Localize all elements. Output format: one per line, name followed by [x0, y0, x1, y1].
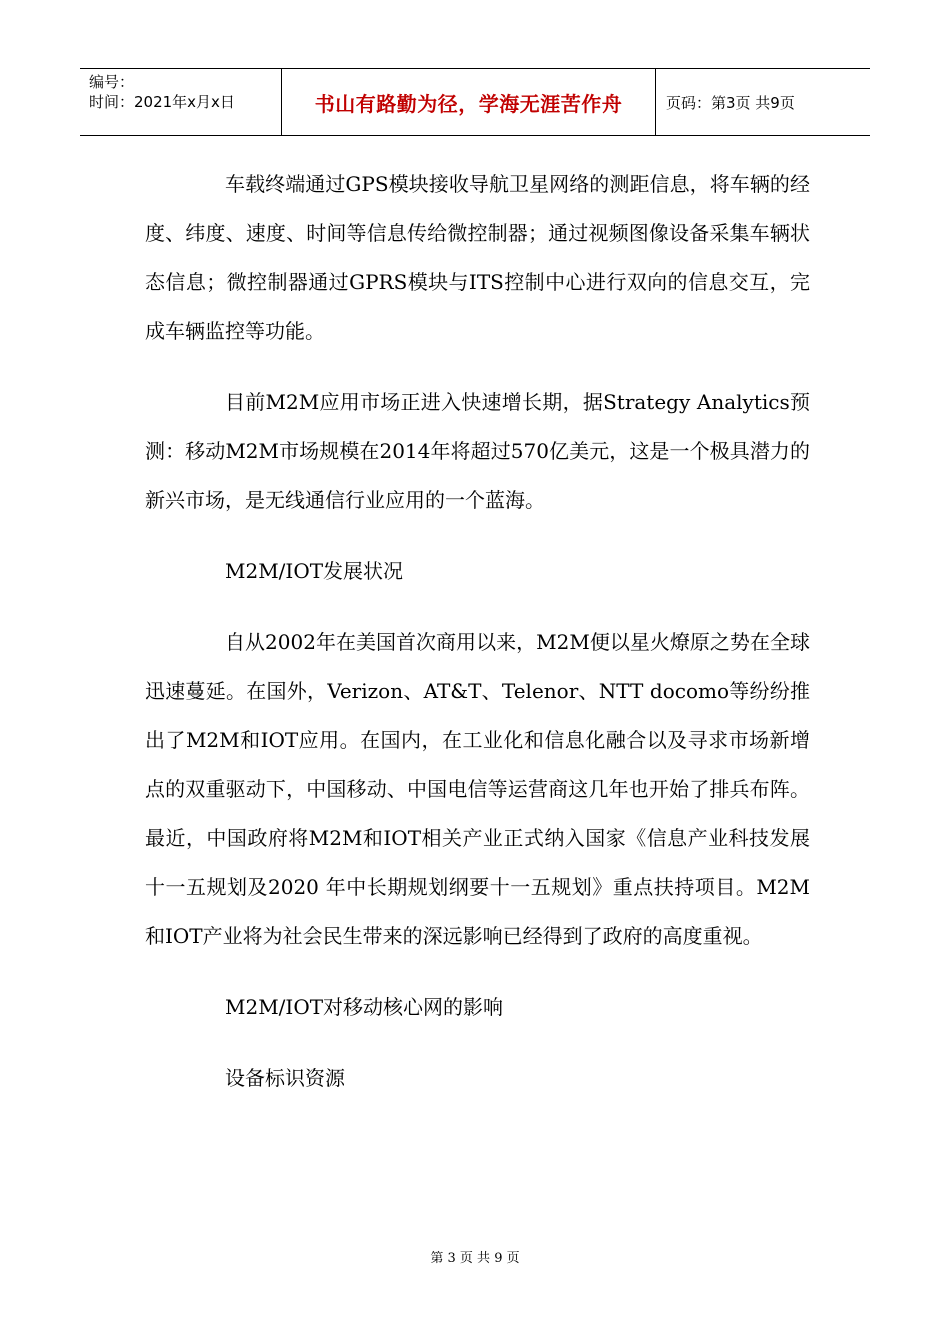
page-footer: 第 3 页 共 9 页 — [430, 1251, 520, 1266]
paragraph-vehicle-terminal: 车载终端通过GPS模块接收导航卫星网络的测距信息，将车辆的经度、纬度、速度、时间等信息传给微控制器；通过视频图像设备采集车辆状态信息；微控制器通过GPRS模块与ITS控制中心进行双向的信息交互，完成车辆监控等功能。 — [145, 172, 810, 343]
header-motto: 书山有路勤为径，学海无涯苦作舟 — [282, 69, 656, 135]
paragraph-market-forecast: 目前M2M应用市场正进入快速增长期，据Strategy Analytics预测：移动M2M市场规模在2014年将超过570亿美元，这是一个极具潜力的新兴市场，是无线通信行业应用的一个蓝海。 — [145, 390, 810, 512]
subsection-heading-device-id: 设备标识资源 — [225, 1066, 345, 1090]
document-number-label: 编号： — [89, 73, 135, 91]
header-meta — [80, 69, 282, 135]
page-header — [80, 68, 870, 136]
section-heading-core-network: M2M/IOT对移动核心网的影响 — [225, 995, 504, 1019]
header-page-info: 页码：第3页 共9页 — [666, 93, 795, 112]
document-date: 时间：2021年x月x日 — [89, 93, 235, 111]
paragraph-development-status: 自从2002年在美国首次商用以来，M2M便以星火燎原之势在全球迅速蔓延。在国外，Verizon、AT&T、Telenor、NTT docomo等纷纷推出了M2M和IOT应用。在国内，在工业化和信息化融合以及寻求市场新增点的双重驱动下，中国移动、中国电信等运营商这几年也开始了排兵布阵。最近，中国政府将M2M和IOT相关产业正式纳入国家《信息产业科技发展十一五规划及2020 年中长期规划纲要十一五规划》重点扶持项目。M2M和IOT产业将为社会民生带来的深远影响已经得到了政府的高度重视。 — [145, 630, 810, 948]
section-heading-development: M2M/IOT发展状况 — [225, 559, 404, 583]
document-body — [145, 160, 810, 1125]
